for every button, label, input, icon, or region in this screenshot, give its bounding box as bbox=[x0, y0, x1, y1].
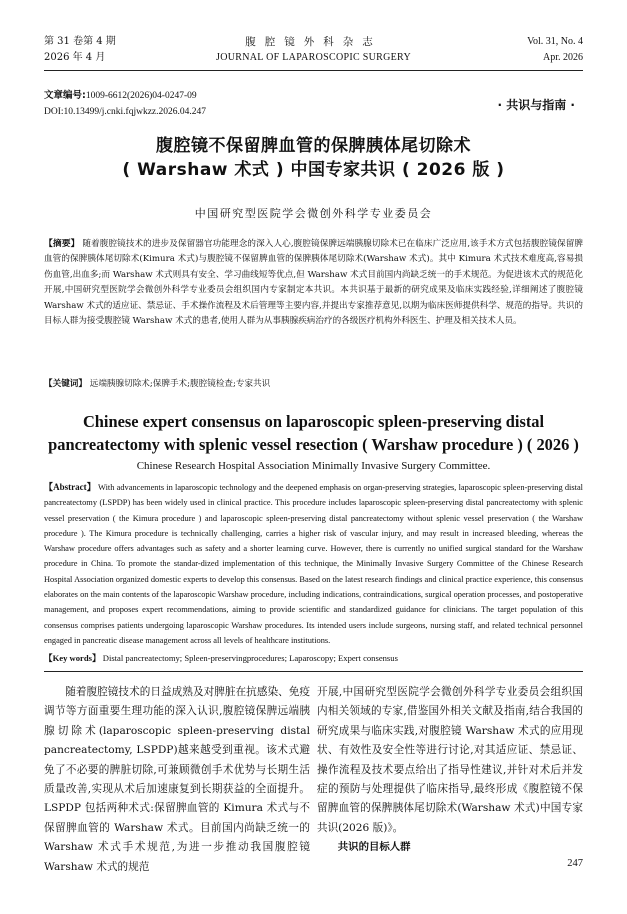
abstract-cn bbox=[44, 237, 583, 329]
abstract-en-label: 【Abstract】 bbox=[44, 482, 96, 492]
abstract-en-text: With advancements in laparoscopic technology and the deepened emphasis on organ-preserving strategies, laparoscopic spleen-preserving distal pancreatectomy (LSPDP) has been widely used in clinical practice. This procedure includes laparoscopic spleen-preserving distal pancreatectomy with splenic vessel preservation ( the Kimura procedure ) and laparoscopic spleen-preserving distal pancreatectomy without splenic vessel preservation ( the Warshaw procedure ). The Kimura procedure is technically challenging, carries a higher risk of vascular injury, and may result in increased bleeding, whereas the Warshaw procedure offers advantages such as safety and a shorter learning curve. However, there is currently no unified surgical standard for the Warshaw procedure in China. To promote the standar-dized implementation of this technique, the Minimally Invasive Surgery Committee of the Chinese Research Hospital Association organized domestic experts to develop this consensus. Based on the latest research findings and clinical practice experience, this consensus elaborates on the main contents of the laparoscopic Warshaw procedure, including indications, contraindications, surgical operation processes, and postoperative management, and proposes expert recommendations, aiming to provide scientific and standardized guidance for clinicians. The target population of this consensus comprises patients undergoing laparoscopic Warshaw procedures. Its intended users include surgeons, nursing staff, and related technical personnel engaged in pancreatic disease management across all levels of healthcare institutions. bbox=[44, 483, 584, 645]
article-meta bbox=[44, 88, 206, 120]
author-org-cn: 中国研究型医院学会微创外科学专业委员会 bbox=[194, 207, 433, 220]
abstract-cn-label: 【摘要】 bbox=[44, 239, 80, 249]
body-paragraph: 随着腹腔镜技术的日益成熟及对脾脏在抗感染、免疫调节等方面重要生理功能的深入认识,腹腔镜保脾远端胰腺切除术(laparoscopic spleen-preserving distal pancreatectomy, LSPDP)越来越受到重视。该术式避免了不必要的脾脏切除,可兼顾微创手术优势与长期生活质量改善,实现从术后加速康复到长期获益的全面提升。LSPDP 包括两种术式:保留脾血管的 Kimura 术式与不保留脾血管的 Warshaw 术式。目前国内尚缺乏统一的 Warshaw 术式手术规范,为进一步推动我国腹腔镜 Warshaw 术式的规范 bbox=[44, 686, 310, 873]
abstract-cn-text: 随着腹腔镜技术的进步及保留器官功能理念的深入人心,腹腔镜保脾远端胰腺切除术已在临床广泛应用,该手术方式包括腹腔镜保留脾血管的保脾胰体尾切除术(Kimura 术式)与腹腔镜不保留脾血管的保脾胰体尾切除术(Warshaw 术式)。其中 Kimura 术式技术难度高,容易损伤血管,出血多;而 Warshaw 术式则具有安全、学习曲线短等优点,但 Warshaw 术式目前国内尚缺乏统一的手术规范。为促进该术式的规范化开展,中国研究型医院学会微创外科学专业委员会组织国内专家制定本共识。本共识基于最新的研究成果及临床实践经验,详细阐述了腹腔镜 Warshaw 术式的适应证、禁忌证、手术操作流程及术后管理等主要内容,并提出专家推荐意见,以期为临床医师提供科学、规范的指导。共识的目标人群为接受腹腔镜 Warshaw 术式的患者,使用人群为从事胰腺疾病治疗的各级医疗机构外科医生、护理及相关技术人员。 bbox=[44, 239, 583, 327]
body-column-right bbox=[317, 683, 583, 858]
title-en: Chinese expert consensus on laparoscopic spleen-preserving distal pancreatectomy with splenic vessel resection ( Warshaw procedure ) ( 2026 ) bbox=[48, 412, 579, 454]
keywords-en-text: Distal pancreatectomy; Spleen-preservingprocedures; Laparoscopy; Expert consensus bbox=[102, 653, 398, 663]
keywords-cn bbox=[44, 377, 270, 391]
author-org-en: Chinese Research Hospital Association Minimally Invasive Surgery Committee. bbox=[136, 460, 491, 472]
abstract-en bbox=[44, 480, 583, 648]
journal-name-en: JOURNAL OF LAPAROSCOPIC SURGERY bbox=[216, 52, 411, 63]
article-no-label: 文章编号: bbox=[44, 90, 86, 101]
keywords-cn-text: 远端胰腺切除术;保脾手术;腹腔镜检查;专家共识 bbox=[89, 379, 271, 389]
page-number: 247 bbox=[567, 858, 583, 869]
keywords-cn-label: 【关键词】 bbox=[44, 379, 87, 389]
header-divider bbox=[44, 70, 583, 71]
header-right bbox=[527, 34, 583, 66]
body-paragraph: 开展,中国研究型医院学会微创外科学专业委员会组织国内相关领域的专家,借鉴国外相关文献及指南,结合我国的研究成果与临床实践,对腹腔镜 Warshaw 术式的应用现状、有效性及安全性等进行讨论,对其适应证、禁忌证、操作流程及技术要点给出了指导性建议,并针对术后并发症的预防与处理提供了临床指导,最终形成《腹腔镜不保留脾血管的保脾胰体尾切除术(Warshaw 术式)中国专家共识(2026 版)》。 bbox=[317, 686, 583, 834]
journal-name-cn: 腹腔镜外科杂志 bbox=[245, 36, 382, 48]
title-cn bbox=[0, 134, 627, 182]
section-heading: 共识的目标人群 bbox=[337, 841, 411, 854]
issue-date-en: Apr. 2026 bbox=[543, 52, 583, 63]
issue-date: 2026 年 4 月 bbox=[44, 52, 106, 63]
doi: DOI:10.13499/j.cnki.fqjwkzz.2026.04.247 bbox=[44, 107, 207, 117]
body-column-left bbox=[44, 683, 310, 877]
title-cn-line1: 腹腔镜不保留脾血管的保脾胰体尾切除术 bbox=[156, 136, 471, 156]
keywords-en-label: 【Key words】 bbox=[44, 653, 101, 663]
abstract-divider bbox=[44, 671, 583, 672]
title-cn-line2: ( Warshaw 术式 ) 中国专家共识 ( 2026 版 ) bbox=[122, 160, 505, 180]
column-tag: · 共识与指南 · bbox=[497, 98, 575, 112]
article-no: 1009-6612(2026)04-0247-09 bbox=[85, 91, 197, 101]
volume-issue-en: Vol. 31, No. 4 bbox=[527, 36, 583, 47]
volume-issue: 第 31 卷第 4 期 bbox=[44, 36, 116, 47]
keywords-en bbox=[44, 651, 398, 665]
